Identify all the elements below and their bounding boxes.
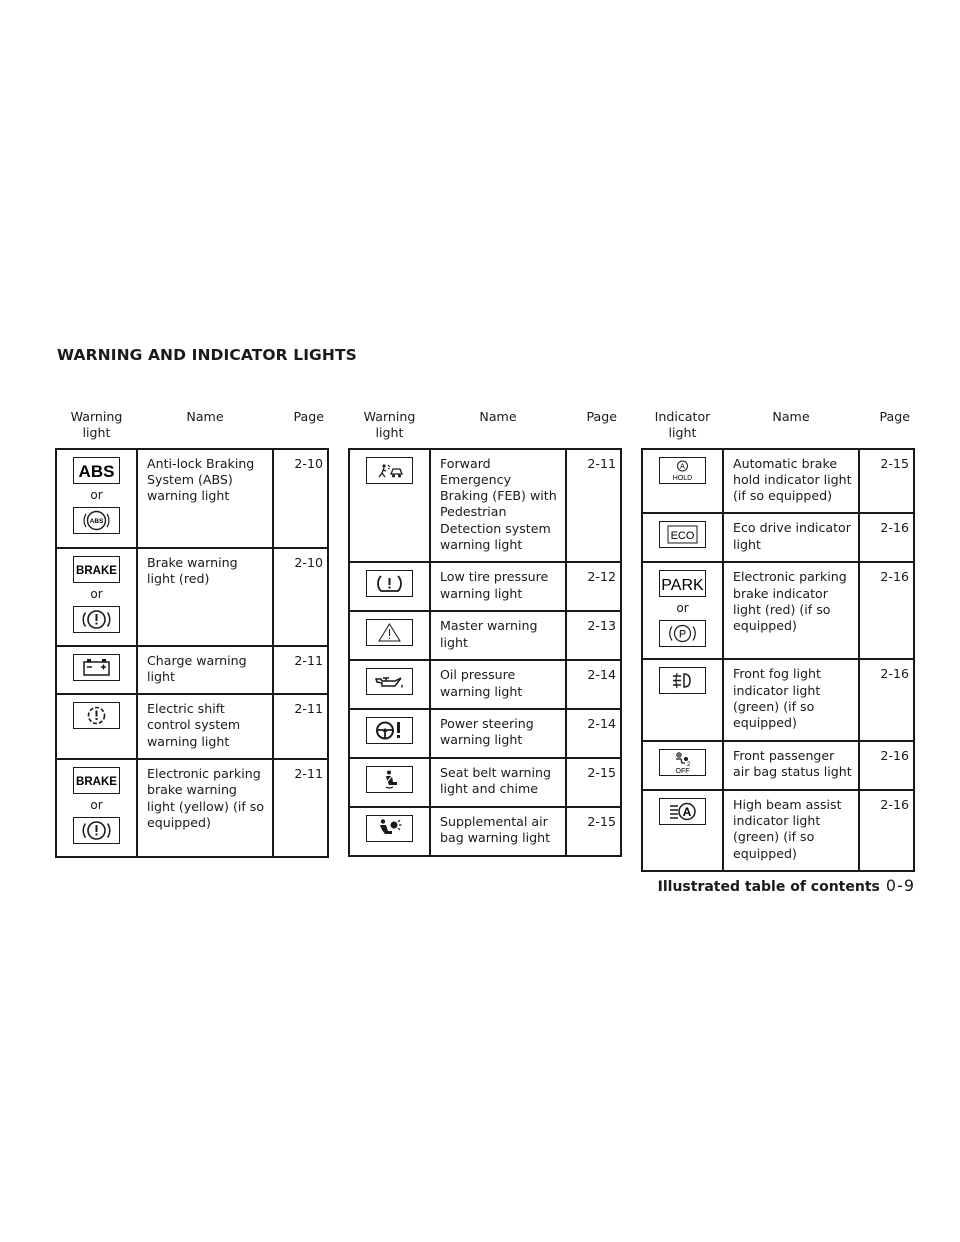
row-name: Power steering warning light xyxy=(430,709,566,758)
header-warning-light: Warning light xyxy=(349,406,430,449)
header-page: Page xyxy=(859,406,914,449)
table-row xyxy=(349,562,621,611)
table-row xyxy=(642,659,914,740)
row-name: Electronic parking brake warning light (yellow) (if so equipped) xyxy=(137,759,273,857)
auto-hold-icon xyxy=(659,457,706,484)
fog-light-icon xyxy=(659,667,706,694)
section-title: WARNING AND INDICATOR LIGHTS xyxy=(57,346,357,364)
svg-text:PARK: PARK xyxy=(661,577,704,595)
svg-text:HOLD: HOLD xyxy=(672,474,693,482)
brake-circle-icon xyxy=(73,606,120,633)
row-name: Supplemental air bag warning light xyxy=(430,807,566,856)
warning-lights-table-1 xyxy=(55,406,329,858)
row-page: 2-16 xyxy=(859,513,914,562)
row-page: 2-15 xyxy=(566,758,621,807)
svg-text:BRAKE: BRAKE xyxy=(76,564,117,577)
table-row xyxy=(349,449,621,563)
row-name: Electric shift control system warning light xyxy=(137,694,273,759)
brake-circle-icon xyxy=(73,817,120,844)
row-name: Automatic brake hold indicator light (if so equipped) xyxy=(723,449,859,514)
abs-circle-icon xyxy=(73,507,120,534)
header-warning-light: Warning light xyxy=(56,406,137,449)
row-page: 2-15 xyxy=(859,449,914,514)
table-row xyxy=(349,660,621,709)
row-name: Brake warning light (red) xyxy=(137,548,273,646)
header-name: Name xyxy=(723,406,859,449)
table-row xyxy=(56,646,328,695)
row-name: Front fog light indicator light (green) (if so equipped) xyxy=(723,659,859,740)
table-row xyxy=(642,562,914,659)
steering-wheel-warning-icon xyxy=(366,717,413,744)
row-name: Eco drive indicator light xyxy=(723,513,859,562)
svg-text:A: A xyxy=(680,463,685,471)
row-page: 2-16 xyxy=(859,790,914,871)
passenger-airbag-off-icon xyxy=(659,749,706,776)
indicator-lights-table xyxy=(641,406,915,872)
table-row xyxy=(642,513,914,562)
table-row xyxy=(349,758,621,807)
row-name: Seat belt warning light and chime xyxy=(430,758,566,807)
row-page: 2-16 xyxy=(859,562,914,659)
feb-pedestrian-icon xyxy=(366,457,413,484)
row-page: 2-11 xyxy=(273,759,328,857)
page-footer xyxy=(658,876,915,895)
brake-text-icon xyxy=(73,767,120,794)
table-row xyxy=(349,709,621,758)
table-row xyxy=(642,790,914,871)
svg-text:ABS: ABS xyxy=(78,461,115,481)
or-label: or xyxy=(90,586,103,601)
tire-pressure-icon xyxy=(366,570,413,597)
svg-text:A: A xyxy=(682,804,692,819)
master-warning-triangle-icon xyxy=(366,619,413,646)
svg-text:P: P xyxy=(678,628,687,641)
park-text-icon xyxy=(659,570,706,597)
footer-label: Illustrated table of contents xyxy=(657,879,880,895)
or-label: or xyxy=(90,798,103,813)
header-page: Page xyxy=(566,406,621,449)
row-name: Low tire pressure warning light xyxy=(430,562,566,611)
brake-text-icon xyxy=(73,556,120,583)
row-name: Master warning light xyxy=(430,611,566,660)
oil-can-icon xyxy=(366,668,413,695)
header-indicator-light: Indicator light xyxy=(642,406,723,449)
row-page: 2-14 xyxy=(566,709,621,758)
row-page: 2-11 xyxy=(273,646,328,695)
row-page: 2-15 xyxy=(566,807,621,856)
table-row xyxy=(56,759,328,857)
or-label: or xyxy=(90,487,103,502)
row-name: Charge warning light xyxy=(137,646,273,695)
page-number: 0-9 xyxy=(885,876,915,895)
row-page: 2-16 xyxy=(859,659,914,740)
shift-gear-warning-icon xyxy=(73,702,120,729)
eco-icon xyxy=(659,521,706,548)
row-page: 2-10 xyxy=(273,449,328,548)
header-name: Name xyxy=(430,406,566,449)
row-name: Electronic parking brake indicator light (red) (if so equipped) xyxy=(723,562,859,659)
table-row xyxy=(56,548,328,646)
high-beam-assist-icon xyxy=(659,798,706,825)
svg-text:ECO: ECO xyxy=(670,530,695,543)
svg-text:OFF: OFF xyxy=(675,767,690,775)
row-page: 2-16 xyxy=(859,741,914,790)
row-page: 2-13 xyxy=(566,611,621,660)
svg-text:BRAKE: BRAKE xyxy=(76,776,117,789)
seat-belt-icon xyxy=(366,766,413,793)
row-name: Anti-lock Braking System (ABS) warning light xyxy=(137,449,273,548)
table-row xyxy=(349,807,621,856)
row-name: Oil pressure warning light xyxy=(430,660,566,709)
table-row xyxy=(56,449,328,548)
svg-text:ABS: ABS xyxy=(89,517,104,525)
svg-text:2: 2 xyxy=(687,761,691,768)
table-row xyxy=(642,741,914,790)
table-row xyxy=(349,611,621,660)
row-page: 2-11 xyxy=(273,694,328,759)
row-page: 2-12 xyxy=(566,562,621,611)
row-name: High beam assist indicator light (green) (if so equipped) xyxy=(723,790,859,871)
warning-lights-table-2 xyxy=(348,406,622,857)
row-page: 2-10 xyxy=(273,548,328,646)
table-row xyxy=(642,449,914,514)
abs-text-icon xyxy=(73,457,120,484)
header-name: Name xyxy=(137,406,273,449)
row-page: 2-11 xyxy=(566,449,621,563)
airbag-icon xyxy=(366,815,413,842)
table-row xyxy=(56,694,328,759)
or-label: or xyxy=(676,601,689,616)
row-name: Forward Emergency Braking (FEB) with Pedestrian Detection system warning light xyxy=(430,449,566,563)
row-name: Front passenger air bag status light xyxy=(723,741,859,790)
park-circle-icon xyxy=(659,620,706,647)
header-page: Page xyxy=(273,406,328,449)
battery-icon xyxy=(73,654,120,681)
row-page: 2-14 xyxy=(566,660,621,709)
